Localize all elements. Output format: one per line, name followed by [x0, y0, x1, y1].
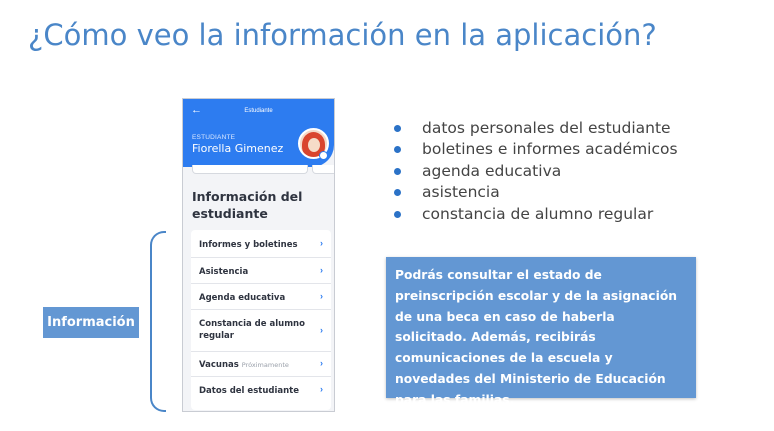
menu-item-datos[interactable] — [191, 377, 331, 403]
phone-mockup — [182, 98, 335, 412]
list-item — [394, 139, 678, 160]
list-item-text: agenda educativa — [422, 161, 562, 180]
arrow-left-icon[interactable]: ← — [191, 104, 202, 116]
section-title: Información del estudiante — [192, 189, 303, 221]
menu-item-label-group — [199, 359, 307, 371]
bullet-dot-icon — [394, 168, 401, 175]
student-menu — [191, 230, 331, 410]
menu-item-label: Datos del estudiante — [199, 386, 299, 396]
list-item-text: datos personales del estudiante — [422, 119, 671, 137]
menu-item-label: Agenda educativa — [199, 293, 286, 303]
menu-item-constancia[interactable] — [191, 310, 331, 352]
list-item — [394, 118, 678, 139]
list-item — [394, 161, 678, 182]
menu-item-label: Asistencia — [199, 267, 249, 277]
list-item-text: boletines e informes académicos — [422, 140, 678, 159]
menu-item-label: Informes y boletines — [199, 240, 298, 250]
list-item — [394, 182, 678, 203]
coming-soon-note: Próximamente — [241, 361, 289, 369]
app-bar-title: Estudiante — [244, 108, 273, 114]
list-item-text: asistencia — [422, 183, 500, 202]
chevron-right-icon: › — [320, 325, 323, 335]
chevron-right-icon: › — [320, 384, 323, 394]
menu-item-agenda[interactable] — [191, 284, 331, 310]
bullet-dot-icon — [394, 125, 401, 132]
menu-item-asistencia[interactable] — [191, 258, 331, 284]
menu-item-vacunas[interactable] — [191, 352, 331, 377]
chevron-right-icon: › — [320, 291, 323, 301]
chevron-right-icon: › — [320, 358, 323, 368]
bullet-dot-icon — [394, 211, 401, 218]
role-label: ESTUDIANTE — [192, 134, 236, 141]
student-name: Fiorella Gimenez — [192, 142, 284, 155]
callout-box — [386, 257, 696, 407]
list-item-text: constancia de alumno regular — [422, 204, 654, 223]
search-input[interactable] — [192, 165, 308, 174]
bullet-dot-icon — [394, 189, 401, 196]
filter-button[interactable] — [312, 165, 335, 174]
info-tag: Información — [43, 307, 139, 338]
menu-item-label: Vacunas — [199, 360, 239, 370]
avatar-face — [308, 138, 320, 152]
chevron-right-icon: › — [320, 265, 323, 275]
list-item — [394, 204, 678, 225]
left-bracket — [150, 231, 166, 412]
callout-text: Podrás consultar el estado de preinscripción escolar y de la asignación de una beca en caso de haberla solicitado. Además, recibirás comunicaciones de la escuela y novedades del Ministerio de Educación para las familias. — [395, 268, 678, 407]
slide-title: ¿Cómo veo la información en la aplicación? — [28, 18, 657, 52]
chevron-right-icon: › — [320, 238, 323, 248]
avatar-badge-icon — [319, 151, 328, 160]
bullet-dot-icon — [394, 146, 401, 153]
app-bar — [183, 99, 334, 127]
menu-item-informes[interactable] — [191, 230, 331, 258]
menu-item-label: Constancia de alumno regular — [199, 319, 305, 341]
feature-list — [394, 118, 678, 225]
